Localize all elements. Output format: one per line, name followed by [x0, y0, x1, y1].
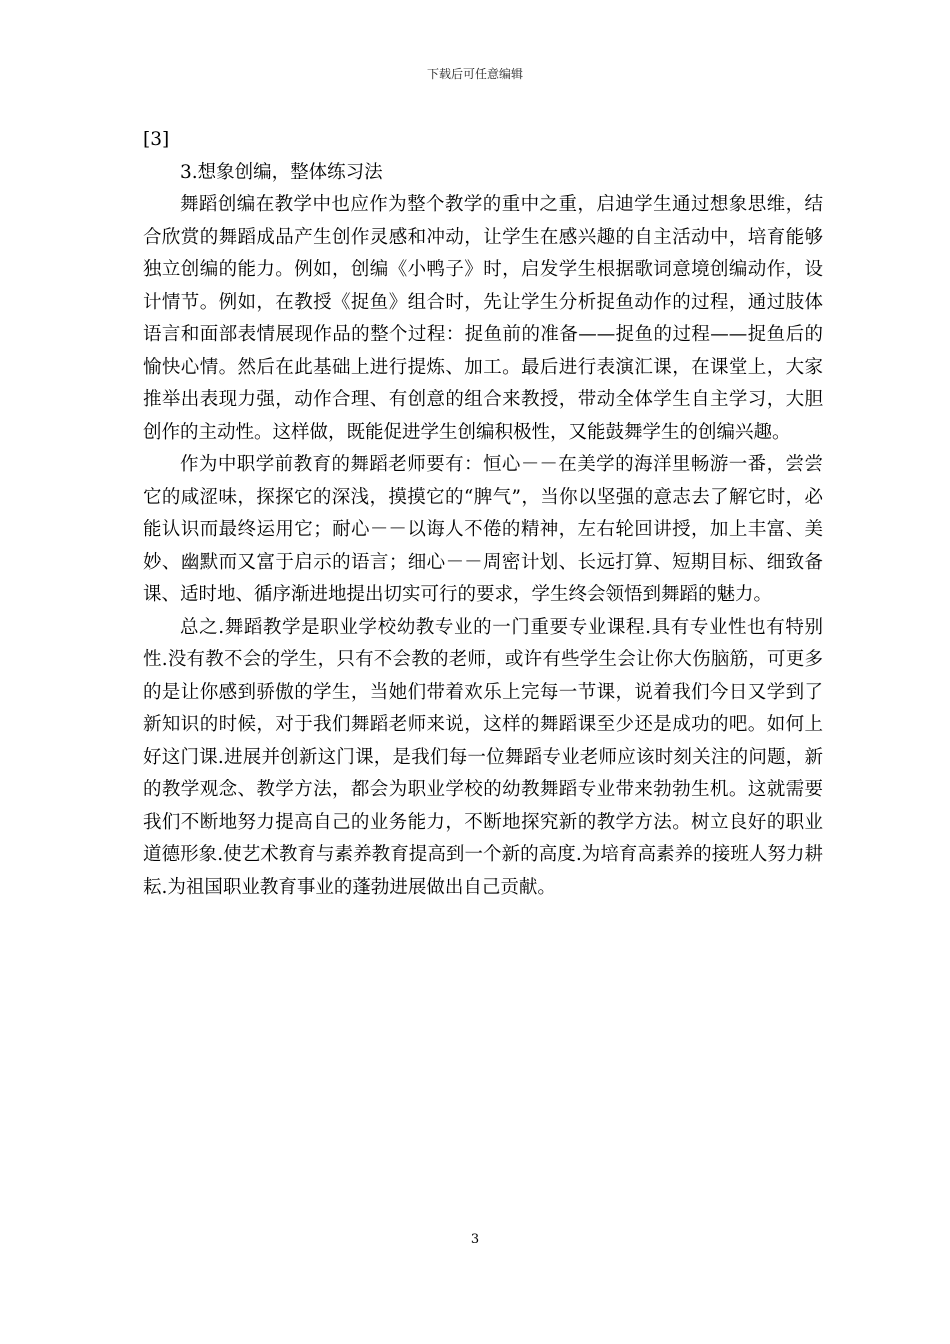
paragraph-creative-choreography: 舞蹈创编在教学中也应作为整个教学的重中之重，启迪学生通过想象思维，结合欣赏的舞蹈成品产生创作灵感和冲动，让学生在感兴趣的自主活动中，培育能够独立创编的能力。例如，创编《小鸭子》时，启发学生根据歌词意境创编动作，设计情节。例如，在教授《捉鱼》组合时，先让学生分析捉鱼动作的过程，通过肢体语言和面部表情展现作品的整个过程：捉鱼前的准备——捉鱼的过程——捉鱼后的愉快心情。然后在此基础上进行提炼、加工。最后进行表演汇课，在课堂上，大家推举出表现力强，动作合理、有创意的组合来教授，带动全体学生自主学习，大胆创作的主动性。这样做，既能促进学生创编积极性，又能鼓舞学生的创编兴趣。 — [143, 194, 823, 443]
document-body — [143, 124, 823, 904]
page-header: 下载后可任意编辑 — [426, 67, 523, 81]
paragraph-conclusion: 总之.舞蹈教学是职业学校幼教专业的一门重要专业课程.具有专业性也有特别性.没有教不会的学生，只有不会教的老师，或许有些学生会让你大伤脑筋，可更多的是让你感到骄傲的学生，当她们带着欢乐上完每一节课，说着我们今日又学到了新知识的时候，对于我们舞蹈老师来说，这样的舞蹈课至少还是成功的吧。如何上好这门课.进展并创新这门课，是我们每一位舞蹈专业老师应该时刻关注的问题，新的教学观念、教学方法，都会为职业学校的幼教舞蹈专业带来勃勃生机。这就需要我们不断地努力提高自己的业务能力，不断地探究新的教学方法。树立良好的职业道德形象.使艺术教育与素养教育提高到一个新的高度.为培育高素养的接班人努力耕耘.为祖国职业教育事业的蓬勃进展做出自己贡献。 — [143, 616, 823, 898]
section-heading: 3.想象创编，整体练习法 — [180, 161, 383, 183]
paragraph-teacher-qualities: 作为中职学前教育的舞蹈老师要有：恒心－－在美学的海洋里畅游一番，尝尝它的咸涩味，探探它的深浅，摸摸它的“脾气”，当你以坚强的意志去了解它时，必能认识而最终运用它；耐心－－以诲人不倦的精神，左右轮回讲授，加上丰富、美妙、幽默而又富于启示的语言；细心－－周密计划、长远打算、短期目标、细致备课、适时地、循序渐进地提出切实可行的要求，学生终会领悟到舞蹈的魅力。 — [143, 454, 823, 605]
page-number: 3 — [470, 1232, 480, 1247]
reference-marker: [3] — [143, 129, 170, 150]
